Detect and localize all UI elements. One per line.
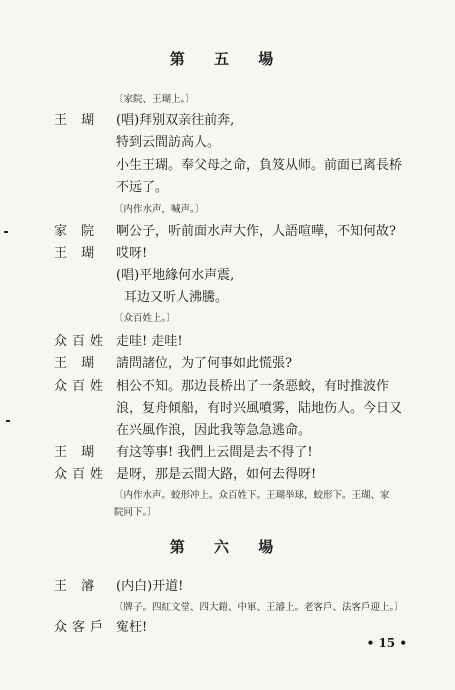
stage-direction: 〔牌子。四紅文堂、四大鎧、中軍、王濬上。老客戶、法客戶迎上。〕 <box>114 602 404 613</box>
speaker-label: 众百姓 <box>54 334 109 349</box>
dialogue-line: (内白)开道! <box>116 579 184 594</box>
scan-mark <box>6 420 10 422</box>
speaker-label: 王 瑚 <box>54 445 100 460</box>
scene-five-title: 第 五 場 <box>169 50 286 68</box>
dialogue-line: (唱)平地緣何水声震, <box>116 268 235 283</box>
scan-mark <box>4 231 8 233</box>
dialogue-line: 耳边又听人沸騰。 <box>124 290 229 305</box>
dialogue-line: 相公不知。那边長桥出了一条惡蛟，有时推波作 <box>116 379 390 394</box>
stage-direction: 〔内作水声，喊声。〕 <box>114 204 205 215</box>
scene-six-title: 第 六 場 <box>169 538 286 556</box>
stage-direction: 院同下。〕 <box>114 507 157 518</box>
dialogue-line: 小生王瑚。奉父母之命，負笈从师。前面已离長桥 <box>116 158 403 173</box>
dialogue-line: 浪，复舟傾船，有时兴風噴雾，陆地伤人。今日又 <box>116 401 403 416</box>
speaker-label: 王 瑚 <box>54 113 100 128</box>
dialogue-line: 走哇! 走哇! <box>116 334 183 349</box>
dialogue-line: 請問諸位，为了何事如此慌張? <box>116 356 292 371</box>
stage-direction: 〔内作水声。蛟形冲上。众百姓下。王瑚举球，蛟形下。王瑚、家 <box>114 490 390 501</box>
dialogue-line: 是呀，那是云間大路，如何去得呀! <box>116 467 317 482</box>
page-number: • 15 • <box>366 636 407 650</box>
stage-direction: 〔众百姓上。〕 <box>114 313 176 324</box>
dialogue-line: 啊公子，听前面水声大作，人語喧嘩，不知何故? <box>116 224 396 239</box>
stage-direction: 〔家院、王瑚上。〕 <box>114 94 195 105</box>
speaker-label: 众百姓 <box>54 467 109 482</box>
speaker-label: 众客戶 <box>54 620 109 635</box>
dialogue-line: 寃枉! <box>116 620 148 635</box>
dialogue-line: (唱)拜别双亲往前奔, <box>116 113 235 128</box>
dialogue-line: 有这等事! 我們上云間是去不得了! <box>116 445 313 460</box>
dialogue-line: 在兴風作浪，因此我等急急逃命。 <box>116 423 312 438</box>
speaker-label: 王 瑚 <box>54 356 100 371</box>
dialogue-line: 不远了。 <box>116 180 169 195</box>
speaker-label: 家 院 <box>54 224 100 239</box>
speaker-label: 王 濬 <box>54 579 100 594</box>
speaker-label: 众百姓 <box>54 379 109 394</box>
speaker-label: 王 瑚 <box>54 246 100 261</box>
dialogue-line: 哎呀! <box>116 246 148 261</box>
dialogue-line: 特到云間訪高人。 <box>116 135 221 150</box>
